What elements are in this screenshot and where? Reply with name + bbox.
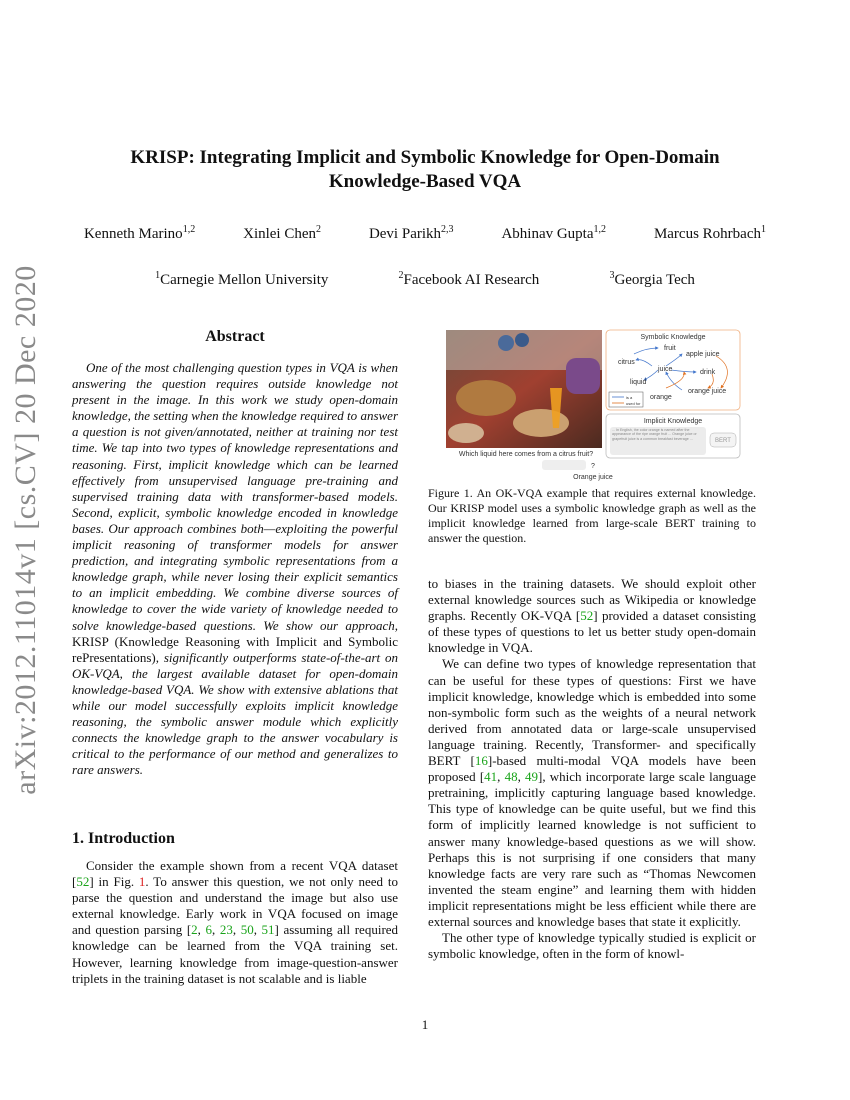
- figure-1: [446, 328, 742, 486]
- affiliation: $^3$Georgia Tech: [609, 270, 695, 288]
- abstract-heading: Abstract: [205, 328, 265, 345]
- right-column-body: [428, 576, 756, 962]
- node-apple-juice: apple juice: [686, 351, 720, 358]
- citation-link[interactable]: 41: [484, 769, 498, 785]
- citation-link[interactable]: 49: [525, 769, 538, 785]
- paragraph: We can define two types of knowledge representation that can be useful for these types of questions: First we have implicit knowledge, knowledge which is embedded into some non-symbolic form such as the weights of a neural network derived from annotated data or large-scale unsupervised language training. Recently, Transformer- and specifically BERT [16]-based multi-modal VQA models have been proposed [41, 48, 49], which incorporate large scale language pretraining, implicitly capturing language based knowledge. This type of knowledge can be quite useful, but we find this form of implicitly learned knowledge is not sufficient to answer many knowledge-based questions as we will show. Perhaps this is not surprising if one considers that many knowledge facts are very rare such as “Thomas Newcomen invented the steam engine” and learning them with hidden implicit representations might be less efficient while there are external sources and knowledge bases that state it explicitly.: [428, 656, 757, 929]
- citation-link[interactable]: 6: [205, 922, 213, 938]
- arxiv-stamp: arXiv:2012.11014v1 [cs.CV] 20 Dec 2020: [9, 265, 42, 795]
- author: Xinlei Chen$^2$: [243, 224, 322, 242]
- node-drink: drink: [700, 369, 716, 376]
- citation-link[interactable]: 50: [240, 922, 254, 938]
- legend-used-for: used for: [626, 401, 641, 406]
- bert-label: BERT: [715, 438, 731, 444]
- citation-link[interactable]: 2: [191, 922, 198, 938]
- abstract-body: One of the most challenging question types in VQA is when answering the question requires outside knowledge not present in the image. In this work we study open-domain knowledge, the setting when the knowledge required to answer a question is not given/annotated, neither at training nor test time. We tap into two types of knowledge representations and reasoning. First, implicit knowledge which can be learned effectively from unsupervised language pre-training and supervised training data with transformer-based models. Second, explicit, symbolic knowledge encoded in knowledge bases. Our approach combines both—exploiting the powerful implicit reasoning of transformer models for answer prediction, and integrating symbolic representations from a knowledge graph, while never losing their explicit semantics to an implicit embedding. We combine diverse sources of knowledge to cover the wide variety of knowledge needed to solve knowledge-based questions. We show our approach, KRISP (Knowledge Reasoning with Implicit and Symbolic rePresentations), significantly outperforms state-of-the-art on OK-VQA, the largest available dataset for open-domain knowledge-based VQA. We show with extensive ablations that while our model successfully exploits implicit knowledge reasoning, the symbolic answer module which explicitly connects the knowledge graph to the answer vocabulary is critical to the performance of our method and generalizes to rare answers.: [72, 360, 398, 778]
- author: Kenneth Marino$^{1,2}$: [83, 224, 196, 242]
- node-orange-juice: orange juice: [688, 388, 727, 395]
- paragraph: to biases in the training datasets. We should exploit other external knowledge sources such as Wikipedia or knowledge graphs. Recently OK-VQA [52] provided a dataset consisting of these types of questions to let us better study open-domain knowledge in VQA.: [428, 576, 756, 656]
- citation-link[interactable]: 48: [504, 769, 518, 785]
- question-mark-box: [542, 460, 586, 470]
- title-line-1: KRISP: Integrating Implicit and Symbolic Knowledge for Open-Domain: [130, 147, 720, 168]
- figure-answer: Orange juice: [573, 474, 613, 481]
- paragraph: The other type of knowledge typically studied is explicit or symbolic knowledge, often in the form of knowl-: [428, 930, 756, 962]
- paper-title: [80, 146, 770, 194]
- citation-link[interactable]: 52: [76, 874, 90, 890]
- food-photo: [446, 330, 602, 448]
- implicit-text: ... In English, the color orange is named after the appearance of the ripe orange fruit ... Orange juice or grapefruit juice is a common breakfast beverage ...: [612, 428, 697, 441]
- node-liquid: liquid: [630, 379, 647, 386]
- figure-ref-link[interactable]: 1: [138, 874, 146, 890]
- citation-link[interactable]: 51: [261, 922, 275, 938]
- author: Abhinav Gupta$^{1,2}$: [501, 224, 607, 242]
- citation-link[interactable]: 16: [474, 753, 488, 769]
- node-fruit: fruit: [664, 345, 676, 352]
- symbolic-title: Symbolic Knowledge: [640, 334, 706, 341]
- figure-question: Which liquid here comes from a citrus fruit?: [458, 451, 594, 458]
- page-number: 1: [421, 1017, 429, 1032]
- affiliation: $^2$Facebook AI Research: [398, 270, 540, 288]
- citation-link[interactable]: 52: [580, 608, 594, 624]
- node-orange: orange: [650, 394, 672, 401]
- legend-is-a: is a: [626, 395, 633, 400]
- figure-qmark: ?: [591, 463, 595, 470]
- affiliation: $^1$Carnegie Mellon University: [155, 270, 329, 288]
- author: Devi Parikh$^{2,3}$: [368, 224, 454, 242]
- citation-link[interactable]: 23: [219, 922, 233, 938]
- affiliation-list: [120, 270, 730, 289]
- section-heading-introduction: 1. Introduction: [72, 830, 175, 847]
- title-line-2: Knowledge-Based VQA: [328, 171, 522, 192]
- author-list: [60, 224, 790, 243]
- implicit-title: Implicit Knowledge: [643, 418, 703, 425]
- figure-caption: Figure 1. An OK-VQA example that requires external knowledge. Our KRISP model uses a symbolic knowledge graph as well as the implicit knowledge learned from large-scale BERT training to answer the question.: [428, 486, 756, 545]
- node-citrus: citrus: [618, 359, 635, 366]
- node-juice: juice: [658, 366, 673, 373]
- intro-paragraph: Consider the example shown from a recent VQA dataset [52] in Fig. 1. To answer this question, we not only need to parse the question and understand the image but also use external knowledge. Early work in VQA focused on image and question parsing [2, 6, 23, 50, 51] assuming all required knowledge can be learned from the VQA training set. However, learning knowledge from image-question-answer triplets in the training dataset is not scalable and is liable: [72, 858, 399, 986]
- author: Marcus Rohrbach$^1$: [653, 224, 766, 242]
